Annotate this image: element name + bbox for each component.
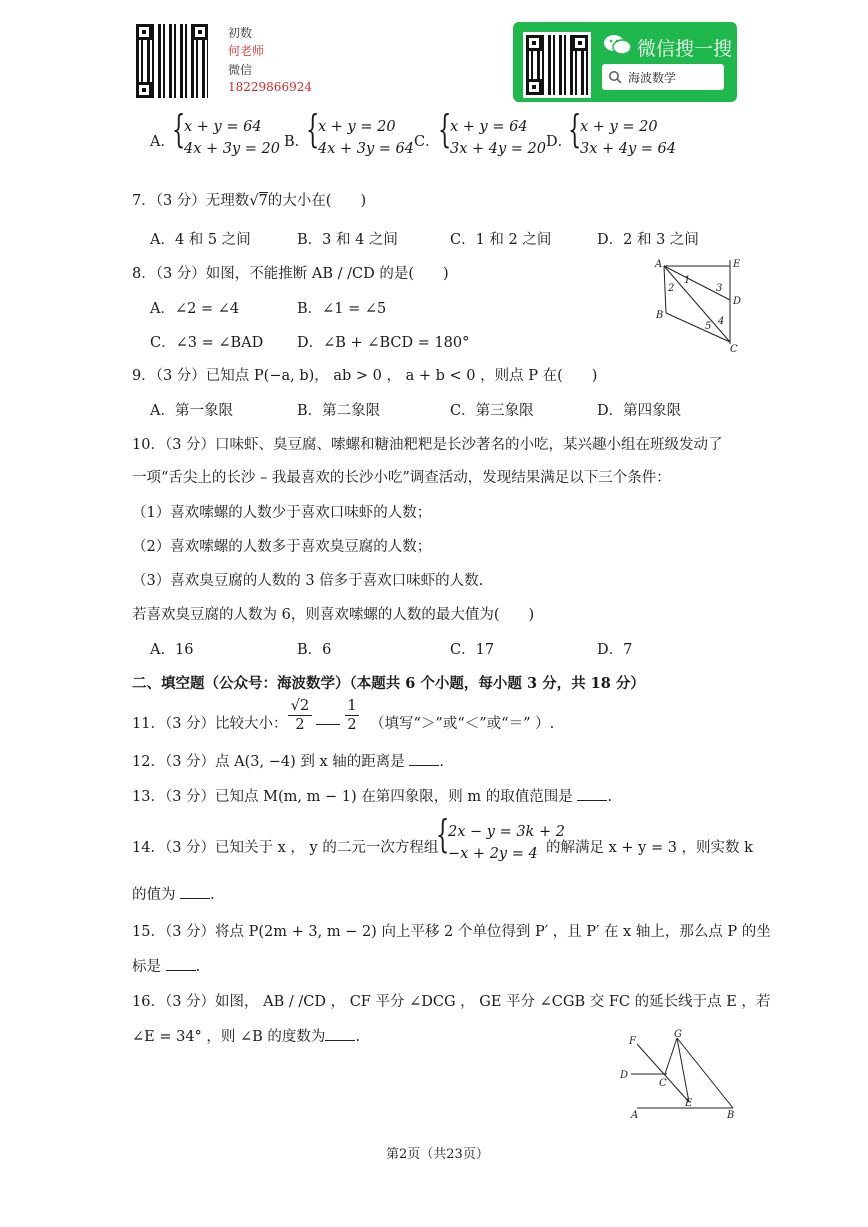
- q11-frac1: [288, 698, 312, 733]
- header-line2: 何老师: [228, 44, 265, 58]
- fig8-label-4: 4: [718, 316, 725, 327]
- q7-option-b: B．3 和 4 之间: [297, 232, 398, 248]
- q13-line: [132, 785, 612, 806]
- q14-pre: 14．（3 分）已知关于 x ， y 的二元一次方程组: [132, 840, 439, 856]
- page-footer: 第2页（共23页）: [386, 1147, 489, 1162]
- q13-pre: 13．（3 分）已知点 M(m, m − 1) 在第四象限，则 m 的取值范围是: [132, 789, 573, 805]
- fig8-label-2: 2: [668, 283, 675, 294]
- q7-option-c: C．1 和 2 之间: [450, 232, 552, 248]
- section-heading: 二、填空题（公众号：海波数学）（本题共 6 个小题，每小题 3 分，共 18 分）: [132, 675, 645, 692]
- q15-line2: [132, 955, 200, 976]
- q12-pre: 12．（3 分）点 A(3, −4) 到 x 轴的距离是: [132, 754, 405, 770]
- q16-line2: [132, 1025, 360, 1046]
- wechat-search-banner[interactable]: [513, 22, 737, 102]
- banner-qr-code: [523, 32, 591, 98]
- q16-blank: [325, 1028, 355, 1041]
- q13-blank: [577, 788, 607, 801]
- fig16-label-F: F: [629, 1036, 636, 1047]
- fig16-label-E: E: [685, 1098, 693, 1109]
- q15-line1: 15．（3 分）将点 P(2m + 3, m − 2) 向上平移 2 个单位得到 P′ ，且 P′ 在 x 轴上，那么点 P 的坐: [132, 924, 771, 940]
- q6-d-eq2: 3x + 4y = 64: [580, 141, 677, 157]
- fig8-label-3: 3: [716, 283, 723, 294]
- q8-option-d: D．∠B + ∠BCD = 180°: [297, 335, 470, 351]
- q9-option-d: D．第四象限: [597, 403, 682, 419]
- fig8-label-B: B: [656, 310, 664, 321]
- wechat-search-label: 微信搜一搜: [637, 38, 733, 60]
- q16-line2-post: .: [355, 1029, 361, 1045]
- q10-option-c: C．17: [450, 642, 495, 658]
- q7-stem-pre: 7．（3 分）无理数: [132, 193, 250, 209]
- q8-option-c: C．∠3 = ∠BAD: [150, 335, 264, 351]
- q10-question: 若喜欢臭豆腐的人数为 6，则喜欢嗦螺的人数的最大值为( ): [132, 607, 535, 623]
- q7-stem: [132, 189, 366, 210]
- search-icon: [608, 70, 622, 84]
- q11-post: （填写“＞”或“＜”或“＝” ）.: [370, 716, 555, 732]
- q10-cond2: （2）喜欢嗦螺的人数多于喜欢臭豆腐的人数；: [132, 539, 432, 555]
- q9-option-a: A．第一象限: [150, 403, 233, 419]
- header-phone: 18229866924: [228, 80, 312, 94]
- q11-den2: 2: [347, 717, 357, 733]
- q12-post: .: [439, 754, 444, 770]
- q15-line2-pre: 标是: [132, 959, 161, 975]
- q6-b-eq1: x + y = 20: [318, 119, 396, 135]
- q7-stem-post: 的大小在( ): [267, 193, 367, 209]
- q13-post: .: [607, 789, 612, 805]
- q9-option-b: B．第二象限: [297, 403, 381, 419]
- q14-brace: {: [436, 812, 450, 856]
- q6-a-brace: {: [172, 107, 186, 151]
- q10-option-d: D．7: [597, 642, 633, 658]
- q7-option-a: A．4 和 5 之间: [150, 232, 251, 248]
- q11-blank: [316, 724, 340, 725]
- q14-post: 的解满足 x + y = 3 ，则实数 k: [546, 840, 753, 856]
- q6-b-brace: {: [306, 107, 320, 151]
- q7-radicand: 7: [258, 193, 268, 209]
- q6-d-brace: {: [568, 107, 582, 151]
- q11-den1: 2: [295, 717, 305, 733]
- q6-b-label: B．: [284, 134, 310, 150]
- q6-c-eq1: x + y = 64: [450, 119, 528, 135]
- q10-cond1: （1）喜欢嗦螺的人数少于喜欢口味虾的人数；: [132, 505, 432, 521]
- q6-a-eq2: 4x + 3y = 20: [184, 141, 281, 157]
- q9-option-c: C．第三象限: [450, 403, 534, 419]
- q8-figure: [650, 256, 746, 352]
- q6-d-eq1: x + y = 20: [580, 119, 658, 135]
- fig8-label-A: A: [655, 259, 663, 270]
- q6-c-brace: {: [438, 107, 452, 151]
- fig16-label-B: B: [727, 1110, 735, 1121]
- header-line3: 微信: [228, 63, 253, 77]
- q11-pre: 11．（3 分）比较大小：: [132, 716, 288, 732]
- q11-num2: 1: [347, 698, 357, 714]
- q14-line2-pre: 的值为: [132, 887, 176, 903]
- search-term: 海波数学: [628, 71, 677, 85]
- wechat-icon: [603, 34, 633, 56]
- q12-line: [132, 750, 444, 771]
- q8-option-a: A．∠2 = ∠4: [150, 301, 240, 317]
- q16-line1: 16．（3 分）如图， AB / /CD ， CF 平分 ∠DCG ， GE 平分 ∠CGB 交 FC 的延长线于点 E ，若: [132, 994, 771, 1010]
- q6-c-eq2: 3x + 4y = 20: [450, 141, 547, 157]
- fig16-label-D: D: [620, 1070, 629, 1081]
- fig8-label-C: C: [730, 344, 738, 352]
- q14-eq2: −x + 2y = 4: [448, 846, 538, 862]
- q16-figure: [615, 1028, 745, 1123]
- q6-b-eq2: 4x + 3y = 64: [318, 141, 415, 157]
- q12-blank: [409, 753, 439, 766]
- fig8-label-E: E: [733, 259, 741, 270]
- q14-line2-post: .: [210, 887, 215, 903]
- sqrt-sign: √: [249, 193, 259, 209]
- q16-line2-pre: ∠E = 34° ，则 ∠B 的度数为: [132, 1029, 326, 1045]
- fig8-label-D: D: [733, 296, 742, 307]
- fig16-label-A: A: [631, 1110, 639, 1121]
- q10-line1: 10．（3 分）口味虾、臭豆腐、嗦螺和糖油粑粑是长沙著名的小吃，某兴趣小组在班级发动了: [132, 437, 723, 453]
- q8-option-b: B．∠1 = ∠5: [297, 301, 387, 317]
- q14-line2: [132, 883, 215, 904]
- q7-option-d: D．2 和 3 之间: [597, 232, 699, 248]
- q11-num1: √2: [290, 698, 310, 714]
- search-box[interactable]: [602, 64, 724, 90]
- q14-eq1: 2x − y = 3k + 2: [448, 824, 565, 840]
- qr-code: [136, 24, 208, 98]
- q14-blank: [180, 886, 210, 899]
- fig8-label-5: 5: [705, 321, 712, 332]
- q15-line2-post: .: [195, 959, 201, 975]
- q10-option-a: A．16: [150, 642, 194, 658]
- q10-option-b: B．6: [297, 642, 332, 658]
- q6-a-eq1: x + y = 64: [184, 119, 262, 135]
- header-line1: 初数: [228, 26, 253, 40]
- q10-line2: 一项“舌尖上的长沙 – 我最喜欢的长沙小吃”调查活动，发现结果满足以下三个条件：: [132, 470, 671, 486]
- q6-d-label: D．: [546, 134, 573, 150]
- fig16-label-C: C: [659, 1078, 667, 1089]
- q6-a-label: A．: [150, 134, 175, 150]
- q11-frac2: [345, 698, 359, 733]
- q8-stem: 8．（3 分）如图，不能推断 AB / /CD 的是( ): [132, 266, 449, 282]
- fig8-label-1: 1: [684, 275, 691, 286]
- q10-cond3: （3）喜欢臭豆腐的人数的 3 倍多于喜欢口味虾的人数.: [132, 573, 484, 589]
- q6-c-label: C．: [414, 134, 440, 150]
- fig16-label-G: G: [674, 1029, 682, 1040]
- q15-blank: [166, 958, 196, 971]
- q9-stem: 9．（3 分）已知点 P(−a, b)， ab > 0 ， a + b < 0 ，则点 P 在( ): [132, 368, 598, 384]
